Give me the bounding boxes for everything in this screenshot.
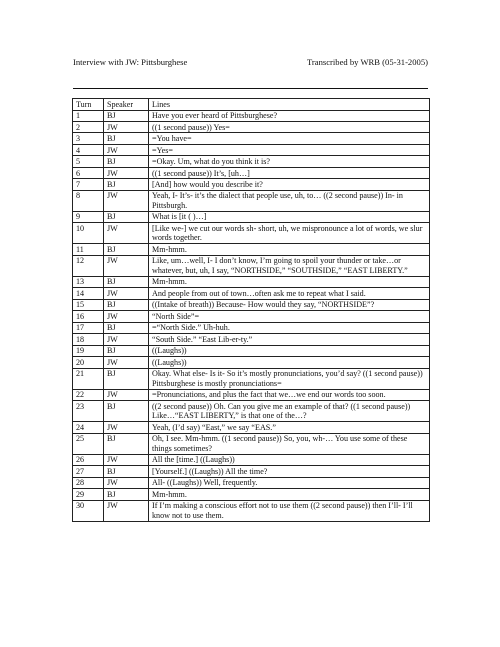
speaker-cell: BJ [104, 345, 149, 356]
speaker-cell: JW [104, 334, 149, 345]
speaker-cell: BJ [104, 179, 149, 190]
line-cell: ((Laughs)) [149, 345, 430, 356]
line-cell: Yeah, (I’d say) “East,” we say “EAS.” [149, 422, 430, 433]
table-row [73, 454, 430, 465]
line-cell: ((1 second pause)) Yes= [149, 121, 430, 132]
table-row [73, 255, 430, 276]
column-header-turn: Turn [73, 99, 104, 111]
table-row [73, 311, 430, 322]
line-cell: Mm-hmm. [149, 489, 430, 500]
table-row [73, 489, 430, 500]
table-row [73, 144, 430, 155]
turn-cell: 14 [73, 288, 104, 299]
table-row [73, 389, 430, 400]
table-row [73, 345, 430, 356]
turn-cell: 17 [73, 322, 104, 333]
table-row [73, 121, 430, 132]
turn-cell: 8 [73, 190, 104, 211]
line-cell: [And] how would you describe it? [149, 179, 430, 190]
table-row [73, 322, 430, 333]
turn-cell: 28 [73, 477, 104, 488]
speaker-cell: JW [104, 311, 149, 322]
table-row [73, 156, 430, 167]
table-row [73, 368, 430, 389]
line-cell: “North Side”= [149, 311, 430, 322]
speaker-cell: BJ [104, 110, 149, 121]
line-cell: Have you ever heard of Pittsburghese? [149, 110, 430, 121]
table-row [73, 357, 430, 368]
turn-cell: 15 [73, 299, 104, 310]
turn-cell: 19 [73, 345, 104, 356]
line-cell: If I’m making a conscious effort not to use them ((2 second pause)) then I’ll- I’ll know not to use them. [149, 500, 430, 521]
speaker-cell: JW [104, 389, 149, 400]
turn-cell: 12 [73, 255, 104, 276]
table-row [73, 500, 430, 521]
table-row [73, 288, 430, 299]
turn-cell: 27 [73, 466, 104, 477]
table-row [73, 466, 430, 477]
line-cell: ((2 second pause)) Oh. Can you give me an example of that? ((1 second pause)) Like…“EAST LIBERTY,” is that one of the…? [149, 401, 430, 422]
speaker-cell: BJ [104, 322, 149, 333]
table-row [73, 422, 430, 433]
table-header-row [73, 99, 430, 111]
table-row [73, 133, 430, 144]
line-cell: Mm-hmm. [149, 244, 430, 255]
line-cell: ((Intake of breath)) Because- How would they say, “NORTHSIDE”? [149, 299, 430, 310]
table-row [73, 276, 430, 287]
line-cell: All- ((Laughs)) Well, frequently. [149, 477, 430, 488]
turn-cell: 2 [73, 121, 104, 132]
turn-cell: 3 [73, 133, 104, 144]
line-cell: All the [time.] ((Laughs)) [149, 454, 430, 465]
speaker-cell: BJ [104, 466, 149, 477]
speaker-cell: JW [104, 500, 149, 521]
interview-title: Interview with JW: Pittsburghese [73, 57, 188, 67]
line-cell: [Like we-] we cut our words sh- short, uh, we mispronounce a lot of words, we slur words together. [149, 223, 430, 244]
speaker-cell: JW [104, 454, 149, 465]
table-row [73, 401, 430, 422]
speaker-cell: JW [104, 288, 149, 299]
turn-cell: 10 [73, 223, 104, 244]
turn-cell: 11 [73, 244, 104, 255]
line-cell: And people from out of town…often ask me to repeat what I said. [149, 288, 430, 299]
speaker-cell: JW [104, 190, 149, 211]
turn-cell: 21 [73, 368, 104, 389]
line-cell: =Yes= [149, 144, 430, 155]
speaker-cell: BJ [104, 156, 149, 167]
speaker-cell: BJ [104, 401, 149, 422]
speaker-cell: JW [104, 167, 149, 178]
speaker-cell: BJ [104, 276, 149, 287]
speaker-cell: JW [104, 121, 149, 132]
document-header [73, 57, 428, 71]
speaker-cell: BJ [104, 299, 149, 310]
table-row [73, 223, 430, 244]
turn-cell: 18 [73, 334, 104, 345]
speaker-cell: JW [104, 144, 149, 155]
line-cell: =“North Side.” Uh-huh. [149, 322, 430, 333]
turn-cell: 30 [73, 500, 104, 521]
line-cell: Oh, I see. Mm-hmm. ((1 second pause)) So, you, wh-… You use some of these things sometimes? [149, 433, 430, 454]
speaker-cell: BJ [104, 433, 149, 454]
table-row [73, 477, 430, 488]
speaker-cell: BJ [104, 368, 149, 389]
turn-cell: 26 [73, 454, 104, 465]
column-header-speaker: Speaker [104, 99, 149, 111]
speaker-cell: JW [104, 422, 149, 433]
turn-cell: 16 [73, 311, 104, 322]
line-cell: Okay. What else- Is it- So it’s mostly pronunciations, you’d say? ((1 second pause)) Pittsburghese is mostly pronunciations= [149, 368, 430, 389]
line-cell: =You have= [149, 133, 430, 144]
table-row [73, 244, 430, 255]
table-row [73, 334, 430, 345]
turn-cell: 7 [73, 179, 104, 190]
speaker-cell: BJ [104, 489, 149, 500]
line-cell: ((Laughs)) [149, 357, 430, 368]
turn-cell: 5 [73, 156, 104, 167]
speaker-cell: BJ [104, 244, 149, 255]
turn-cell: 25 [73, 433, 104, 454]
turn-cell: 24 [73, 422, 104, 433]
speaker-cell: JW [104, 255, 149, 276]
line-cell: [Yourself.] ((Laughs)) All the time? [149, 466, 430, 477]
turn-cell: 23 [73, 401, 104, 422]
table-row [73, 211, 430, 222]
speaker-cell: JW [104, 223, 149, 244]
speaker-cell: BJ [104, 211, 149, 222]
line-cell: What is [it ( )…] [149, 211, 430, 222]
turn-cell: 1 [73, 110, 104, 121]
transcriber-note: Transcribed by WRB (05-31-2005) [306, 57, 428, 67]
turn-cell: 20 [73, 357, 104, 368]
table-row [73, 433, 430, 454]
line-cell: “South Side.” “East Lib-er-ty.” [149, 334, 430, 345]
table-row [73, 167, 430, 178]
speaker-cell: JW [104, 477, 149, 488]
speaker-cell: BJ [104, 133, 149, 144]
line-cell: ((1 second pause)) It’s, [uh…] [149, 167, 430, 178]
header-rule [73, 88, 428, 89]
table-row [73, 190, 430, 211]
line-cell: Like, um…well, I- I don’t know, I’m going to spoil your thunder or take…or whatever, but, uh, I say, “NORTHSIDE,” “SOUTHSIDE,” “EAST LIBERTY.” [149, 255, 430, 276]
table-row [73, 110, 430, 121]
column-header-lines: Lines [149, 99, 430, 111]
turn-cell: 13 [73, 276, 104, 287]
turn-cell: 9 [73, 211, 104, 222]
line-cell: =Okay. Um, what do you think it is? [149, 156, 430, 167]
turn-cell: 4 [73, 144, 104, 155]
turn-cell: 22 [73, 389, 104, 400]
turn-cell: 6 [73, 167, 104, 178]
table-row [73, 179, 430, 190]
transcript-table [72, 98, 430, 522]
speaker-cell: JW [104, 357, 149, 368]
line-cell: Yeah, I- It’s- it’s the dialect that people use, uh, to… ((2 second pause)) In- in Pittsburgh. [149, 190, 430, 211]
line-cell: Mm-hmm. [149, 276, 430, 287]
line-cell: =Pronunciations, and plus the fact that we…we end our words too soon. [149, 389, 430, 400]
turn-cell: 29 [73, 489, 104, 500]
table-row [73, 299, 430, 310]
